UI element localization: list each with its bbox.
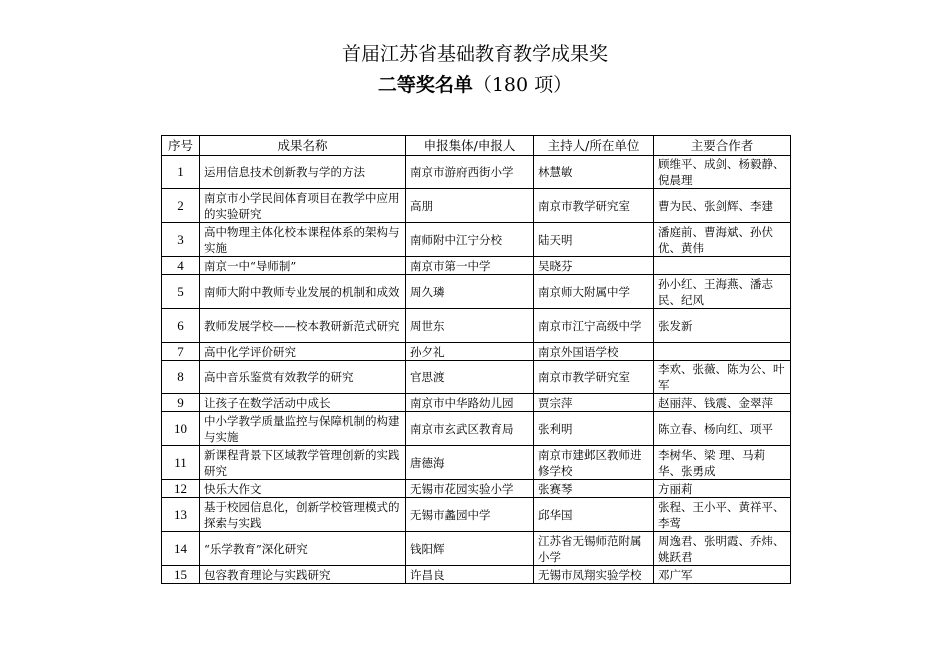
- cell-no: 6: [162, 309, 200, 343]
- cell-applicant: 许昌良: [406, 566, 534, 584]
- cell-applicant: 高朋: [406, 189, 534, 223]
- cell-no: 12: [162, 480, 200, 498]
- cell-title: 快乐大作文: [200, 480, 406, 498]
- cell-host: 邱华国: [534, 498, 654, 532]
- table-row: [162, 156, 791, 189]
- cell-collaborators: 李欢、张薇、陈为公、叶军: [654, 361, 791, 394]
- col-header-applicant: 申报集体/申报人: [406, 136, 534, 156]
- cell-title: 高中物理主体化校本课程体系的架构与实施: [200, 223, 406, 257]
- cell-no: 2: [162, 189, 200, 223]
- table-row: [162, 532, 791, 566]
- cell-host: 南京市教学研究室: [534, 361, 654, 394]
- cell-no: 15: [162, 566, 200, 584]
- table-row: [162, 446, 791, 480]
- table-body: [162, 156, 791, 584]
- cell-title: 南京一中“导师制”: [200, 257, 406, 275]
- cell-applicant: 周世东: [406, 309, 534, 343]
- cell-no: 7: [162, 343, 200, 361]
- cell-collaborators: [654, 343, 791, 361]
- cell-collaborators: 顾维平、成剑、杨毅静、倪晨理: [654, 156, 791, 189]
- cell-title: “乐学教育”深化研究: [200, 532, 406, 566]
- cell-title: 教师发展学校——校本教研新范式研究: [200, 309, 406, 343]
- subtitle-count: （180 项）: [472, 74, 573, 96]
- cell-title: 包容教育理论与实践研究: [200, 566, 406, 584]
- cell-collaborators: 张发新: [654, 309, 791, 343]
- table-row: [162, 189, 791, 223]
- table-row: [162, 498, 791, 532]
- cell-no: 5: [162, 275, 200, 309]
- cell-applicant: 孙夕礼: [406, 343, 534, 361]
- table-row: [162, 343, 791, 361]
- cell-host: 吴晓芬: [534, 257, 654, 275]
- cell-host: 陆天明: [534, 223, 654, 257]
- cell-collaborators: 曹为民、张剑辉、李建: [654, 189, 791, 223]
- cell-applicant: 官思渡: [406, 361, 534, 394]
- cell-host: 南京师大附属中学: [534, 275, 654, 309]
- cell-collaborators: 孙小红、王海燕、潘志民、纪风: [654, 275, 791, 309]
- award-table: [161, 135, 791, 584]
- cell-title: 让孩子在数学活动中成长: [200, 394, 406, 412]
- subtitle-text: 二等奖名单: [377, 74, 473, 96]
- cell-collaborators: 李树华、梁 理、马莉华、张勇成: [654, 446, 791, 480]
- cell-host: 南京外国语学校: [534, 343, 654, 361]
- cell-applicant: 南京市玄武区教育局: [406, 412, 534, 446]
- cell-no: 13: [162, 498, 200, 532]
- cell-host: 南京市建邺区教师进修学校: [534, 446, 654, 480]
- cell-host: 张利明: [534, 412, 654, 446]
- cell-applicant: 无锡市蠡园中学: [406, 498, 534, 532]
- col-header-no: 序号: [162, 136, 200, 156]
- cell-collaborators: 邓广军: [654, 566, 791, 584]
- col-header-title: 成果名称: [200, 136, 406, 156]
- cell-host: 南京市教学研究室: [534, 189, 654, 223]
- col-header-collaborators: 主要合作者: [654, 136, 791, 156]
- table-row: [162, 412, 791, 446]
- cell-applicant: 唐德海: [406, 446, 534, 480]
- cell-applicant: 南师附中江宁分校: [406, 223, 534, 257]
- cell-collaborators: 潘庭前、曹海斌、孙伏优、黄伟: [654, 223, 791, 257]
- cell-no: 9: [162, 394, 200, 412]
- cell-title: 运用信息技术创新教与学的方法: [200, 156, 406, 189]
- cell-title: 基于校园信息化，创新学校管理模式的探索与实践: [200, 498, 406, 532]
- cell-host: 南京市江宁高级中学: [534, 309, 654, 343]
- cell-host: 张赛琴: [534, 480, 654, 498]
- cell-no: 3: [162, 223, 200, 257]
- page-title: 首届江苏省基础教育教学成果奖: [341, 43, 608, 65]
- cell-no: 1: [162, 156, 200, 189]
- cell-collaborators: [654, 257, 791, 275]
- cell-collaborators: 张程、王小平、黄祥平、李莺: [654, 498, 791, 532]
- cell-title: 南京市小学民间体育项目在教学中应用的实验研究: [200, 189, 406, 223]
- cell-title: 中小学教学质量监控与保障机制的构建与实施: [200, 412, 406, 446]
- table-row: [162, 480, 791, 498]
- cell-no: 10: [162, 412, 200, 446]
- cell-no: 11: [162, 446, 200, 480]
- col-header-host: 主持人/所在单位: [534, 136, 654, 156]
- cell-host: 林慧敏: [534, 156, 654, 189]
- cell-title: 高中音乐鉴赏有效教学的研究: [200, 361, 406, 394]
- cell-title: 南师大附中教师专业发展的机制和成效: [200, 275, 406, 309]
- cell-no: 14: [162, 532, 200, 566]
- cell-collaborators: 陈立春、杨向红、项平: [654, 412, 791, 446]
- cell-applicant: 无锡市花园实验小学: [406, 480, 534, 498]
- table-row: [162, 309, 791, 343]
- cell-host: 江苏省无锡师范附属小学: [534, 532, 654, 566]
- table-row: [162, 275, 791, 309]
- cell-applicant: 南京市游府西街小学: [406, 156, 534, 189]
- cell-applicant: 南京市中华路幼儿园: [406, 394, 534, 412]
- cell-host: 无锡市凤翔实验学校: [534, 566, 654, 584]
- cell-collaborators: 周逸君、张明霞、乔炜、姚跃君: [654, 532, 791, 566]
- cell-title: 高中化学评价研究: [200, 343, 406, 361]
- cell-applicant: 周久璘: [406, 275, 534, 309]
- cell-no: 4: [162, 257, 200, 275]
- table-row: [162, 566, 791, 584]
- cell-host: 贾宗萍: [534, 394, 654, 412]
- cell-collaborators: 方丽莉: [654, 480, 791, 498]
- cell-applicant: 钱阳辉: [406, 532, 534, 566]
- table-row: [162, 257, 791, 275]
- table-row: [162, 394, 791, 412]
- cell-applicant: 南京市第一中学: [406, 257, 534, 275]
- cell-no: 8: [162, 361, 200, 394]
- page-subtitle: [0, 72, 950, 98]
- table-header-row: [162, 136, 791, 156]
- table-row: [162, 361, 791, 394]
- cell-collaborators: 赵丽萍、钱震、金翠萍: [654, 394, 791, 412]
- cell-title: 新课程背景下区域教学管理创新的实践研究: [200, 446, 406, 480]
- table-row: [162, 223, 791, 257]
